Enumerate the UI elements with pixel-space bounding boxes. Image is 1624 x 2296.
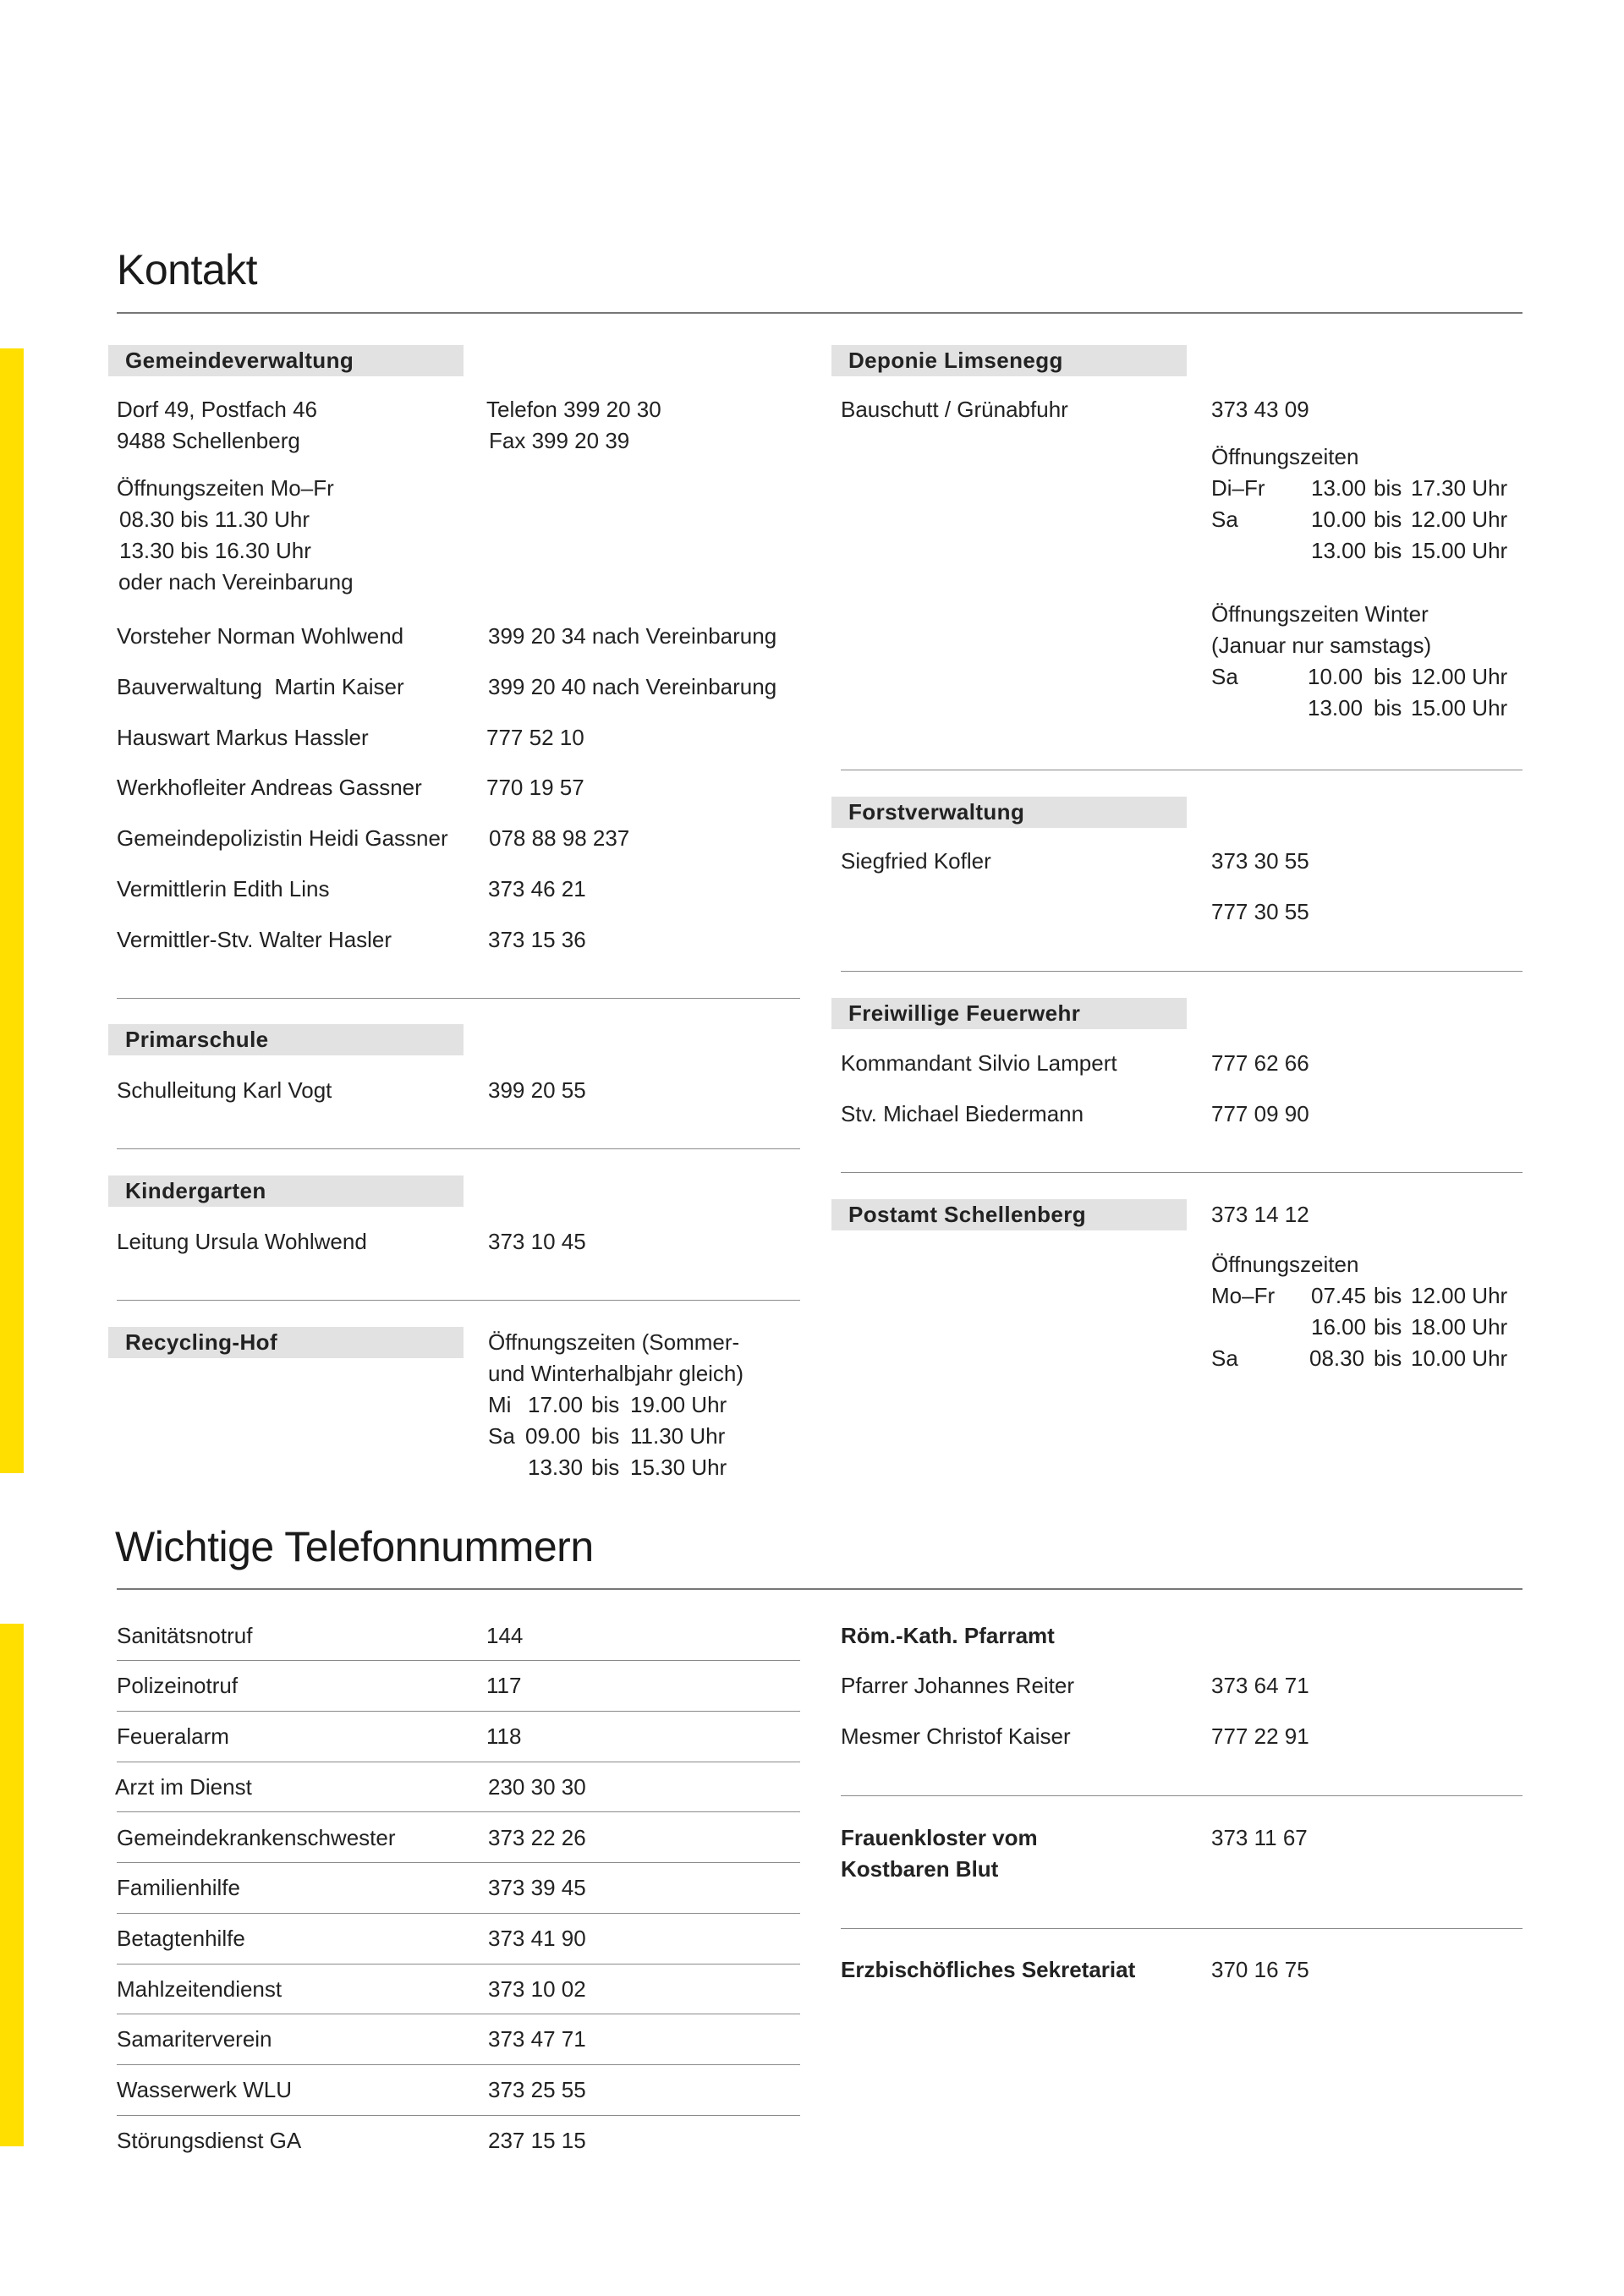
phone-row-name: Betagtenhilfe [117,1926,245,1951]
hours-row [1211,473,1516,504]
contact-name: Bauverwaltung Martin Kaiser [117,674,404,699]
kontakt-rule [117,312,1522,314]
address-line: 9488 Schellenberg [117,428,300,453]
contact-phone: 399 20 40 nach Vereinbarung [488,674,777,699]
forstverwaltung-name: Siegfried Kofler [841,848,991,874]
kloster-label-line: Kostbaren Blut [841,1856,999,1882]
pfarramt-label: Röm.-Kath. Pfarramt [841,1623,1055,1648]
postamt-hours [1211,1280,1516,1374]
hours-to: 15.00 Uhr [1411,695,1508,721]
contact-phone: 770 19 57 [486,775,584,800]
hours-bis: bis [1374,475,1402,501]
phone-row-number: 373 22 26 [488,1825,586,1850]
phone-row-number: 144 [486,1623,524,1648]
divider [841,1928,1522,1929]
gemeindeverwaltung-telefon: Telefon 399 20 30 [486,397,661,422]
contact-phone: 373 46 21 [488,876,586,901]
row-divider [117,1711,800,1712]
hours-line: 08.30 bis 11.30 Uhr [119,507,310,532]
hours-row [1211,504,1516,535]
gemeindeverwaltung-address [117,394,317,457]
yellow-edge-bar-top [0,348,24,1473]
feuerwehr-phone: 777 62 66 [1211,1050,1309,1076]
hours-from: 13.00 [1311,538,1367,563]
pfarramt-name: Pfarrer Johannes Reiter [841,1673,1075,1698]
hours-row [1211,1312,1516,1343]
divider [117,998,800,999]
contact-name: Vermittler-Stv. Walter Hasler [117,927,392,952]
hours-day: Di–Fr [1211,475,1265,501]
primarschule-phone: 399 20 55 [488,1077,586,1103]
contact-name: Vorsteher Norman Wohlwend [117,623,404,649]
hours-to: 19.00 Uhr [630,1392,727,1417]
address-line: Dorf 49, Postfach 46 [117,397,318,422]
hours-to: 17.30 Uhr [1411,475,1508,501]
winter-title-line: (Januar nur samstags) [1211,633,1432,658]
contact-phone: 777 52 10 [486,725,584,750]
hours-line: 13.30 bis 16.30 Uhr [119,538,311,563]
deponie-label: Deponie Limsenegg [831,345,1187,376]
row-divider [117,1660,800,1661]
deponie-hours-title: Öffnungszeiten [1211,444,1359,469]
feuerwehr-name: Kommandant Silvio Lampert [841,1050,1117,1076]
hours-from: 07.45 [1311,1283,1367,1308]
postamt-phone: 373 14 12 [1211,1202,1309,1227]
hours-to: 10.00 Uhr [1411,1345,1508,1371]
contact-phone: 373 15 36 [488,927,586,952]
sekretariat-label: Erzbischöfliches Sekretariat [841,1957,1136,1982]
hours-to: 11.30 Uhr [630,1423,726,1449]
hours-line: oder nach Vereinbarung [118,569,354,595]
pfarramt-phone: 373 64 71 [1211,1673,1309,1698]
hours-row [1211,535,1516,567]
phone-row-number: 230 30 30 [488,1774,586,1800]
primarschule-name: Schulleitung Karl Vogt [117,1077,332,1103]
hours-bis: bis [1374,1345,1402,1371]
forstverwaltung-label: Forstverwaltung [831,797,1187,828]
hours-from: 13.30 [528,1455,584,1480]
yellow-edge-bar-bottom [0,1624,24,2146]
phone-row-name: Samariterverein [117,2026,272,2052]
contact-name: Gemeindepolizistin Heidi Gassner [117,825,448,851]
hours-title-line: Öffnungszeiten (Sommer- [488,1329,740,1355]
deponie-hours [1211,473,1516,567]
contact-name: Hauswart Markus Hassler [117,725,369,750]
hours-day: Sa [1211,1345,1238,1371]
row-divider [117,2115,800,2116]
postamt-label: Postamt Schellenberg [831,1199,1187,1230]
hours-bis: bis [1374,1314,1402,1340]
phone-row-number: 118 [486,1723,522,1749]
hours-row [488,1452,776,1483]
hours-bis: bis [591,1455,620,1480]
pfarramt-name: Mesmer Christof Kaiser [841,1723,1071,1749]
phone-row-name: Arzt im Dienst [115,1774,252,1800]
deponie-winter-title [1211,599,1431,661]
hours-bis: bis [1374,538,1402,563]
hours-bis: bis [591,1392,620,1417]
phone-row-name: Sanitätsnotruf [117,1623,253,1648]
kindergarten-phone: 373 10 45 [488,1229,586,1254]
row-divider [117,2064,800,2065]
telefon-rule [117,1588,1522,1590]
sekretariat-phone: 370 16 75 [1211,1957,1309,1982]
hours-day: Mi [488,1392,512,1417]
divider [841,1795,1522,1796]
primarschule-label: Primarschule [108,1024,464,1055]
divider [841,971,1522,972]
hours-day: Sa [1211,507,1238,532]
hours-bis: bis [1374,507,1402,532]
hours-bis: bis [1374,695,1402,721]
contact-phone: 078 88 98 237 [489,825,630,851]
phone-row-name: Gemeindekrankenschwester [117,1825,396,1850]
phone-row-name: Mahlzeitendienst [117,1976,283,2002]
telefon-heading: Wichtige Telefonnummern [115,1523,594,1570]
hours-to: 15.00 Uhr [1411,538,1508,563]
hours-bis: bis [1374,664,1402,689]
divider [117,1300,800,1301]
hours-to: 12.00 Uhr [1411,507,1508,532]
forstverwaltung-phone: 373 30 55 [1211,848,1309,874]
contact-name: Werkhofleiter Andreas Gassner [117,775,422,800]
divider [117,1148,800,1149]
phone-row-name: Polizeinotruf [117,1673,239,1698]
row-divider [117,1862,800,1863]
hours-row [1211,1343,1516,1374]
hours-to: 12.00 Uhr [1411,664,1508,689]
hours-from: 13.00 [1311,475,1367,501]
hours-from: 09.00 [525,1423,581,1449]
deponie-winter-hours [1211,661,1516,724]
contact-phone: 399 20 34 nach Vereinbarung [488,623,777,649]
hours-from: 16.00 [1311,1314,1367,1340]
contact-name: Vermittlerin Edith Lins [117,876,330,901]
phone-row-number: 373 39 45 [488,1875,586,1900]
recycling-hours-title [488,1327,743,1389]
hours-line: Öffnungszeiten Mo–Fr [117,475,334,501]
hours-row [488,1421,776,1452]
deponie-phone: 373 43 09 [1211,397,1309,422]
phone-row-name: Feueralarm [117,1723,229,1749]
deponie-name: Bauschutt / Grünabfuhr [841,397,1068,422]
postamt-hours-title: Öffnungszeiten [1211,1252,1359,1277]
hours-bis: bis [1374,1283,1402,1308]
hours-from: 17.00 [528,1392,584,1417]
hours-day: Mo–Fr [1211,1283,1276,1308]
hours-to: 15.30 Uhr [630,1455,727,1480]
kloster-label [841,1822,1038,1885]
feuerwehr-phone: 777 09 90 [1211,1101,1309,1126]
hours-row [1211,693,1516,724]
gemeindeverwaltung-hours [117,473,354,598]
hours-bis: bis [591,1423,620,1449]
phone-row-name: Störungsdienst GA [117,2128,302,2153]
kindergarten-label: Kindergarten [108,1175,464,1207]
row-divider [117,1811,800,1812]
phone-row-number: 237 15 15 [488,2128,586,2153]
hours-from: 10.00 [1308,664,1363,689]
divider [841,1172,1522,1173]
hours-from: 08.30 [1309,1345,1365,1371]
hours-day: Sa [488,1423,515,1449]
hours-from: 13.00 [1308,695,1363,721]
recycling-label: Recycling-Hof [108,1327,464,1358]
phone-row-number: 373 25 55 [488,2077,586,2102]
phone-row-number: 373 41 90 [488,1926,586,1951]
row-divider [117,1913,800,1914]
hours-row [1211,1280,1516,1312]
hours-from: 10.00 [1311,507,1367,532]
feuerwehr-name: Stv. Michael Biedermann [841,1101,1084,1126]
kontakt-heading: Kontakt [117,246,258,293]
kloster-label-line: Frauenkloster vom [841,1825,1038,1850]
hours-day: Sa [1211,664,1238,689]
phone-row-name: Familienhilfe [117,1875,240,1900]
phone-row-number: 373 47 71 [488,2026,586,2052]
forstverwaltung-phone: 777 30 55 [1211,899,1309,924]
kloster-phone: 373 11 67 [1211,1825,1308,1850]
hours-row [488,1389,776,1421]
winter-title-line: Öffnungszeiten Winter [1211,601,1429,627]
kindergarten-name: Leitung Ursula Wohlwend [117,1229,367,1254]
recycling-hours [488,1389,776,1483]
pfarramt-phone: 777 22 91 [1211,1723,1309,1749]
phone-row-name: Wasserwerk WLU [117,2077,293,2102]
phone-row-number: 117 [486,1673,522,1698]
hours-to: 12.00 Uhr [1411,1283,1508,1308]
feuerwehr-label: Freiwillige Feuerwehr [831,998,1187,1029]
hours-title-line: und Winterhalbjahr gleich) [488,1361,744,1386]
hours-row [1211,661,1516,693]
hours-to: 18.00 Uhr [1411,1314,1508,1340]
gemeindeverwaltung-label: Gemeindeverwaltung [108,345,464,376]
phone-row-number: 373 10 02 [488,1976,586,2002]
gemeindeverwaltung-fax: Fax 399 20 39 [489,428,630,453]
